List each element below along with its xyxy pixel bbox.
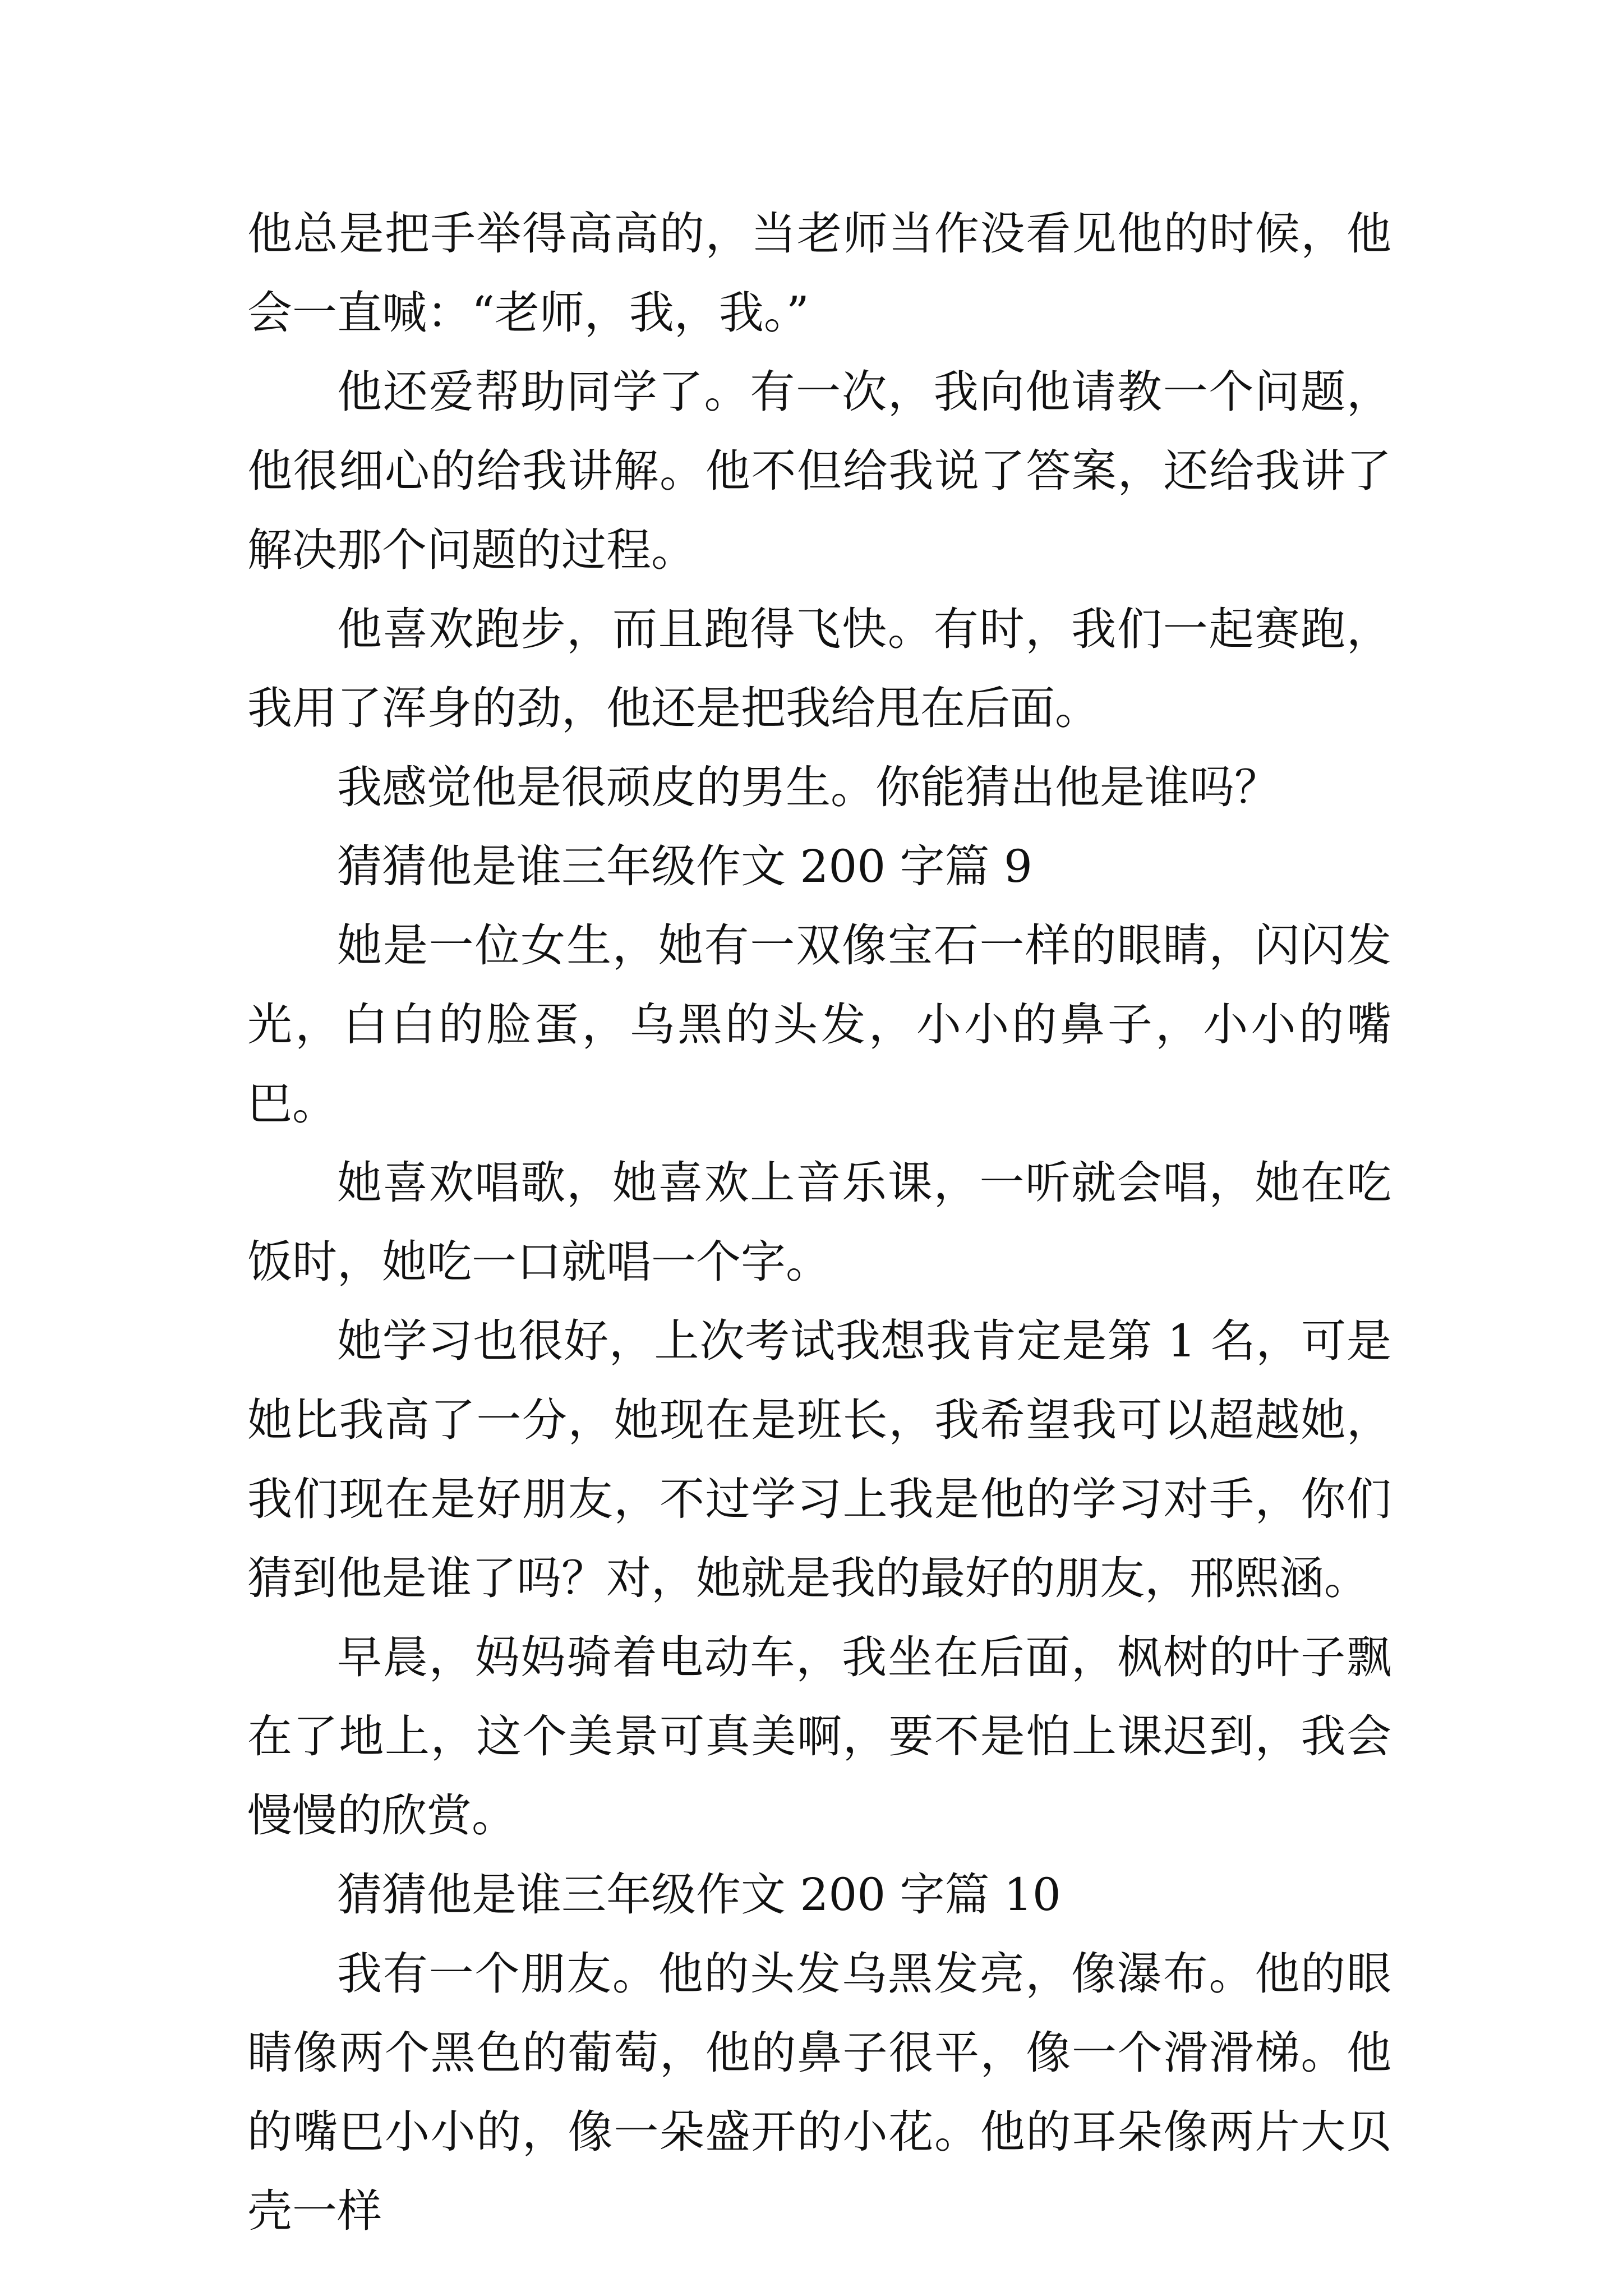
document-body — [247, 194, 1391, 2251]
paragraph: 他还爱帮助同学了。有一次，我向他请教一个问题，他很细心的给我讲解。他不但给我说了答案，还给我讲了解决那个问题的过程。 — [247, 366, 1391, 576]
paragraph: 她是一位女生，她有一双像宝石一样的眼睛，闪闪发光，白白的脸蛋，乌黑的头发，小小的鼻子，小小的嘴巴。 — [247, 919, 1391, 1130]
section-heading: 猜猜他是谁三年级作文 200 字篇 10 — [337, 1869, 1061, 1921]
section-heading: 猜猜他是谁三年级作文 200 字篇 9 — [337, 840, 1032, 892]
paragraph: 他喜欢跑步，而且跑得飞快。有时，我们一起赛跑，我用了浑身的劲，他还是把我给甩在后面。 — [247, 603, 1391, 734]
paragraph: 她喜欢唱歌，她喜欢上音乐课，一听就会唱，她在吃饭时，她吃一口就唱一个字。 — [247, 1157, 1391, 1288]
paragraph: 我感觉他是很顽皮的男生。你能猜出他是谁吗？ — [337, 761, 1279, 813]
paragraph: 他总是把手举得高高的，当老师当作没看见他的时候，他会一直喊：“老师，我，我。” — [247, 208, 1391, 339]
paragraph: 我有一个朋友。他的头发乌黑发亮，像瀑布。他的眼睛像两个黑色的葡萄，他的鼻子很平，像一个滑滑梯。他的嘴巴小小的，像一朵盛开的小花。他的耳朵像两片大贝壳一样 — [247, 1948, 1391, 2237]
paragraph: 她学习也很好，上次考试我想我肯定是第 1 名，可是她比我高了一分，她现在是班长，我希望我可以超越她，我们现在是好朋友，不过学习上我是他的学习对手，你们猜到他是谁了吗？对，她就是我的最好的朋友，邢熙涵。 — [247, 1315, 1391, 1604]
paragraph: 早晨，妈妈骑着电动车，我坐在后面，枫树的叶子飘在了地上，这个美景可真美啊，要不是怕上课迟到，我会慢慢的欣赏。 — [247, 1631, 1391, 1842]
